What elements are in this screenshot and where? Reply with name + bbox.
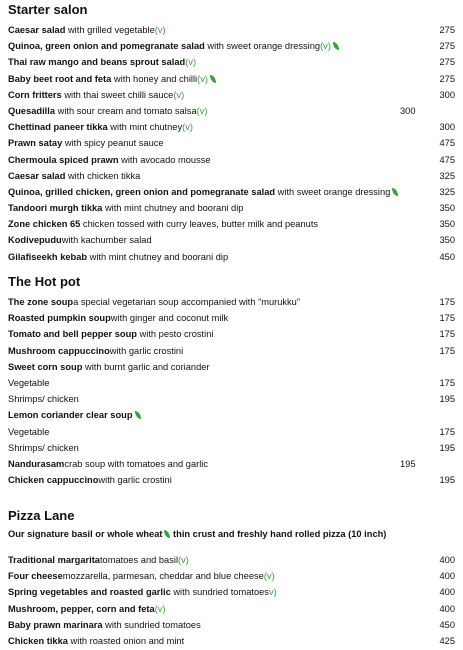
dish-price: 350 [439,235,455,246]
dish-description: a special vegetarian soup accompanied with “murukku” [73,297,300,307]
dish-description: chicken tossed with curry leaves, butter milk and peanuts [80,219,319,230]
menu-item [8,310,455,326]
dish-price: 195 [439,442,455,453]
menu-item [8,103,455,119]
menu-item [8,168,455,184]
menu-item [8,407,455,423]
dish-price: 400 [439,587,455,598]
dish-description: with mint chutney and boorani dip [102,203,244,214]
dish-price: 275 [439,57,455,68]
menu-item [8,343,455,359]
dish-description: with honey and chilli [111,73,198,84]
dish-price: 475 [439,154,455,165]
dish-description: with avocado mousse [118,154,211,165]
dish-price: 325 [439,186,455,197]
section-hot-pot [8,274,455,488]
dish-price: 325 [439,170,455,181]
menu-item [8,424,455,440]
section-title: Pizza Lane [8,508,75,523]
dish-name: Traditional margarita [8,555,100,565]
veg-marker: (v) [154,25,166,35]
veg-marker: (v) [320,41,331,52]
dish-description: with garlic crostini [109,345,184,356]
dish-name: Chicken cappuccino [8,475,99,486]
menu-item [8,617,455,633]
menu-item [8,359,455,375]
menu-item [8,135,455,151]
dish-description: with sweet orange dressing [204,41,321,52]
menu-item [8,326,455,342]
dish-price: 300 [439,122,455,133]
menu-item [8,568,455,584]
dish-price: 275 [439,41,455,52]
dish-price: 400 [439,555,455,565]
dish-name: Mushroom, pepper, corn and feta [8,603,155,614]
leaf-icon [333,42,339,50]
dish-description: with mint chutney and boorani dip [87,251,229,262]
dish-description: tomatoes and basil [99,555,179,565]
dish-description: with sour cream and tomato salsa [55,105,197,116]
dish-price: 350 [439,203,455,214]
menu-item [8,633,455,649]
dish-description: with sundried tomatoes [170,587,269,598]
dish-price: 300 [400,105,416,116]
dish-price: 175 [439,426,455,437]
dish-description: crab soup with tomatoes and garlic [64,458,208,469]
dish-name: Spring vegetables and roasted garlic [8,587,171,598]
dish-name: Caesar salad [8,170,66,181]
menu-item [8,552,455,568]
dish-name: Chicken tikka [8,635,68,646]
menu-item [8,601,455,617]
veg-marker: (v) [173,89,185,100]
menu-item [8,232,455,248]
dish-price: 175 [439,345,455,356]
menu-item [8,456,455,472]
dish-description: with garlic crostini [98,475,172,486]
dish-description: with chicken tikka [65,170,141,181]
dish-name: Tomato and bell pepper soup [8,329,137,340]
veg-marker: (v) [196,105,208,116]
menu-item [8,294,455,310]
dish-name: Baby beet root and feta [8,73,112,84]
menu-item [8,472,455,488]
dish-name: Nandurasam [8,458,65,469]
dish-name: Lemon coriander clear soup [8,410,133,421]
dish-description: Vegetable [8,377,50,388]
dish-description: with mint chutney [107,122,183,133]
menu-item [8,216,455,232]
leaf-icon [135,411,141,419]
dish-description: with spicy peanut sauce [62,138,164,149]
dish-name: Thai raw mango and beans sprout salad [8,57,186,68]
dish-name: Zone chicken 65 [8,219,81,230]
menu-item [8,184,455,200]
dish-description: with sundried tomatoes [102,619,201,630]
dish-price: 175 [439,377,455,388]
dish-name: Prawn satay [8,138,63,149]
dish-name: Caesar salad [8,25,66,35]
pizza-intro [8,526,455,542]
item-list [8,22,455,265]
menu-item [8,584,455,600]
pizza-intro-text-a: Our signature basil or whole wheat [8,529,163,539]
dish-price: 275 [439,25,455,35]
veg-marker: (v) [197,73,208,84]
dish-name: Sweet corn soup [8,361,83,372]
veg-marker: v) [268,587,277,598]
menu-item [8,22,455,38]
dish-description: with sweet orange dressing [275,186,391,197]
veg-marker: (v) [185,57,197,68]
dish-name: Quesadilla [8,105,56,116]
menu-item [8,440,455,456]
dish-description: with kachumber salad [61,235,152,246]
section-pizza-lane [8,508,455,649]
menu-item [8,71,455,87]
dish-description: with ginger and coconut milk [110,313,229,324]
dish-price: 195 [400,458,416,469]
dish-price: 300 [439,89,455,100]
menu-item [8,38,455,54]
section-title: The Hot pot [8,274,81,289]
menu-item [8,249,455,265]
leaf-icon [210,75,216,83]
dish-name: Baby prawn marinara [8,619,103,630]
dish-price: 195 [439,475,455,486]
dish-name: Mushroom cappuccino [8,345,110,356]
dish-name: Roasted pumpkin soup [8,313,111,324]
dish-name: Gilafiseekh kebab [8,251,88,262]
dish-description: with thai sweet chilli sauce [61,89,174,100]
menu-item [8,87,455,103]
dish-description: Vegetable [8,426,50,437]
dish-name: Corn fritters [8,89,62,100]
veg-marker: (v) [154,603,166,614]
section-starter [8,2,455,265]
pizza-intro-text-b: thin crust and freshly hand rolled pizza (10 inch) [170,529,387,539]
menu-item [8,200,455,216]
dish-name: Quinoa, grilled chicken, green onion and pomegranate salad [8,186,276,197]
menu-item [8,54,455,70]
dish-price: 400 [439,571,455,582]
leaf-icon [392,188,398,196]
dish-name: The zone soup [8,297,74,307]
menu-item [8,152,455,168]
menu-item [8,391,455,407]
dish-price: 195 [439,394,455,405]
dish-price: 175 [439,329,455,340]
veg-marker: (v) [178,555,189,565]
section-title: Starter salon [8,2,88,17]
dish-price: 450 [439,251,455,262]
dish-name: Kodivepudu [8,235,62,246]
dish-name: Chettinad paneer tikka [8,122,108,133]
veg-marker: (v) [263,571,275,582]
dish-description: with grilled vegetable [65,25,155,35]
dish-description: Shrimps/ chicken [8,394,79,405]
menu-item [8,375,455,391]
dish-price: 175 [439,313,455,324]
dish-name: Chermoula spiced prawn [8,154,119,165]
dish-description: with burnt garlic and coriander [82,361,210,372]
dish-price: 175 [439,297,455,307]
dish-name: Four cheese [8,571,63,582]
dish-name: Quinoa, green onion and pomegranate salad [8,41,205,52]
dish-description: Shrimps/ chicken [8,442,79,453]
dish-name: Tandoori murgh tikka [8,203,103,214]
dish-price: 400 [439,603,455,614]
dish-description: with pesto crostini [136,329,214,340]
menu-item [8,119,455,135]
dish-price: 350 [439,219,455,230]
dish-description: mozzarella, parmesan, cheddar and blue cheese [62,571,264,582]
veg-marker: (v) [182,122,193,133]
dish-price: 275 [439,73,455,84]
item-list [8,552,455,649]
item-list [8,294,455,488]
dish-price: 475 [439,138,455,149]
dish-price: 425 [439,635,455,646]
dish-price: 450 [439,619,455,630]
dish-description: with roasted onion and mint [67,635,185,646]
